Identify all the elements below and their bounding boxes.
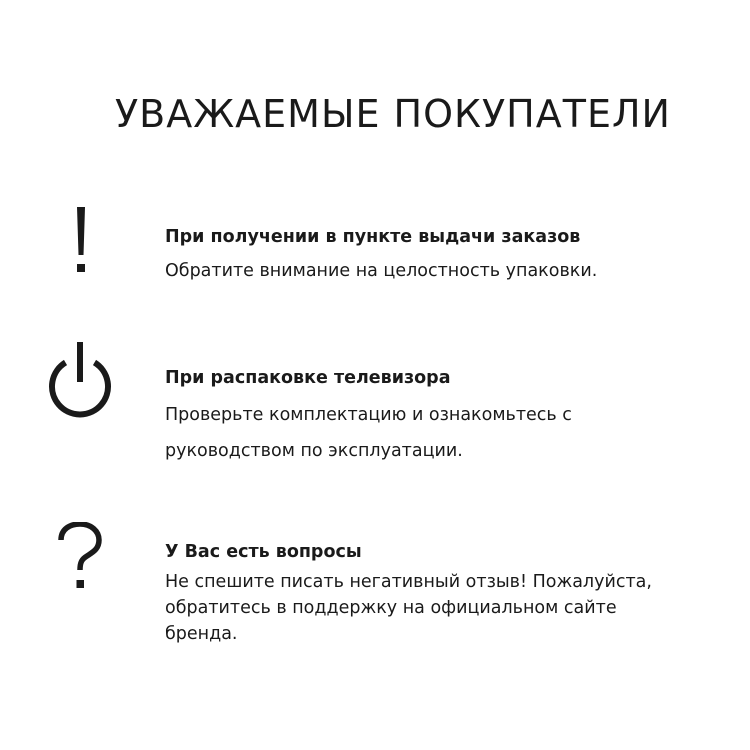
section-heading: При распаковке телевизора: [165, 368, 451, 388]
section-text: [165, 258, 725, 284]
section-text: [165, 397, 725, 469]
section-heading: У Вас есть вопросы: [165, 542, 362, 562]
section-heading: При получении в пункте выдачи заказов: [165, 227, 581, 247]
page-title: УВАЖАЕМЫЕ ПОКУПАТЕЛИ: [115, 92, 671, 136]
section-text-line: бренда.: [165, 624, 238, 644]
section-pickup: [165, 224, 725, 284]
question-icon: [55, 522, 105, 594]
section-text-line: руководством по эксплуатации.: [165, 441, 463, 461]
section-text: [165, 569, 725, 647]
section-unpacking: [165, 365, 725, 469]
section-text-line: Проверьте комплектацию и ознакомьтесь с: [165, 405, 572, 425]
exclamation-icon: [68, 205, 94, 275]
section-text-line: Не спешите писать негативный отзыв! Пожалуйста,: [165, 572, 652, 592]
power-icon: [45, 338, 115, 418]
section-questions: [165, 539, 725, 647]
section-text-line: Обратите внимание на целостность упаковки.: [165, 261, 598, 281]
section-text-line: обратитесь в поддержку на официальном сайте: [165, 598, 617, 618]
